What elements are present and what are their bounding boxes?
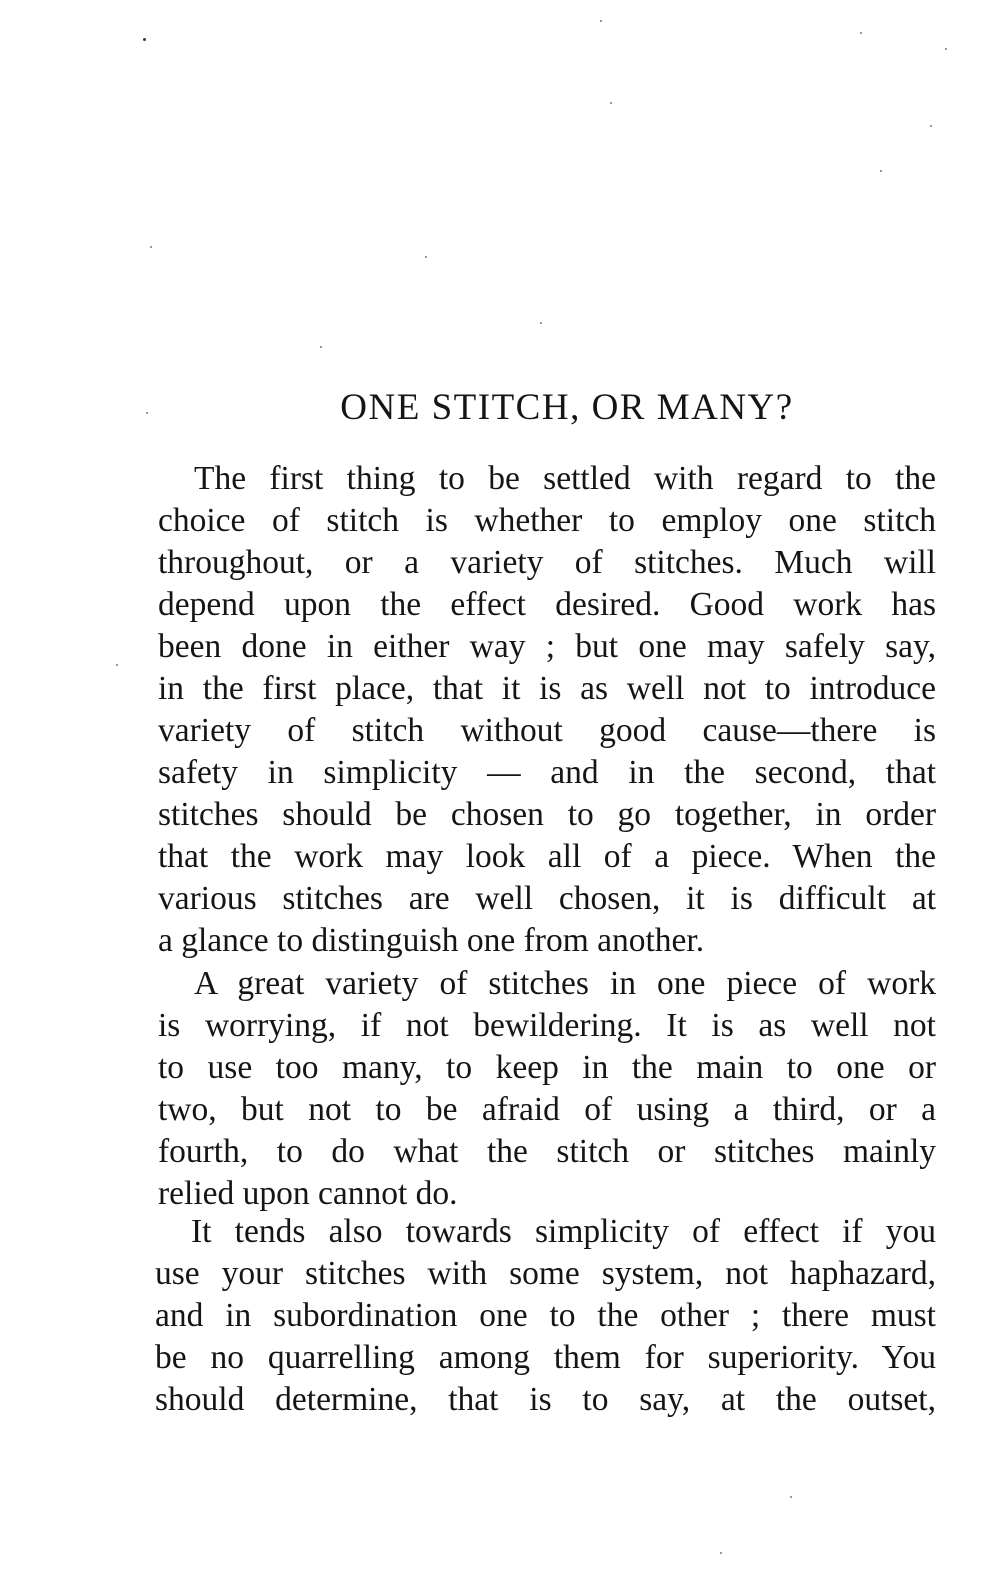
text-line: two, but not to be afraid of using a third, or a [158,1091,936,1128]
text-line: various stitches are well chosen, it is difficult at [158,880,936,917]
scan-speck [880,170,882,172]
text-line: to use too many, to keep in the main to one or [158,1049,936,1086]
text-line: is worrying, if not bewildering. It is as well not [158,1007,936,1044]
text-line: depend upon the effect desired. Good work has [158,586,936,623]
scan-speck [143,38,146,41]
text-line: It tends also towards simplicity of effect if you [191,1213,936,1250]
text-line: should determine, that is to say, at the outset, [155,1381,936,1418]
chapter-heading: ONE STITCH, OR MANY? [340,387,794,428]
text-line: A great variety of stitches in one piece of work [194,965,936,1002]
text-line: use your stitches with some system, not haphazard, [155,1255,936,1292]
paragraph-3 [155,1211,936,1421]
text-line: fourth, to do what the stitch or stitches mainly [158,1133,936,1170]
text-line: stitches should be chosen to go together, in order [158,796,936,833]
scan-speck [425,256,427,258]
text-line: choice of stitch is whether to employ one stitch [158,502,936,539]
scan-speck [600,20,602,22]
text-line: and in subordination one to the other ; there must [155,1297,936,1334]
scan-speck [610,102,612,104]
text-line: in the first place, that it is as well not to introduce [158,670,936,707]
scan-speck [150,246,152,248]
text-line: safety in simplicity — and in the second, that [158,754,936,791]
text-line: been done in either way ; but one may safely say, [158,628,936,665]
text-line: that the work may look all of a piece. When the [158,838,936,875]
paragraph-1 [158,458,936,962]
scan-speck [540,322,542,324]
text-line: relied upon cannot do. [158,1175,458,1212]
scan-speck [945,48,947,50]
text-line: a glance to distinguish one from another. [158,922,705,959]
scan-speck [930,125,932,127]
scan-speck [720,1552,722,1554]
scan-speck [320,346,322,348]
scan-speck [146,412,148,414]
text-line: variety of stitch without good cause—there is [158,712,936,749]
scan-speck [116,664,118,666]
text-line: The first thing to be settled with regard to the [194,460,936,497]
scan-speck [860,32,862,34]
text-line: throughout, or a variety of stitches. Much will [158,544,936,581]
scan-speck [790,1496,792,1498]
text-line: be no quarrelling among them for superiority. You [155,1339,936,1376]
paragraph-2 [158,963,936,1215]
